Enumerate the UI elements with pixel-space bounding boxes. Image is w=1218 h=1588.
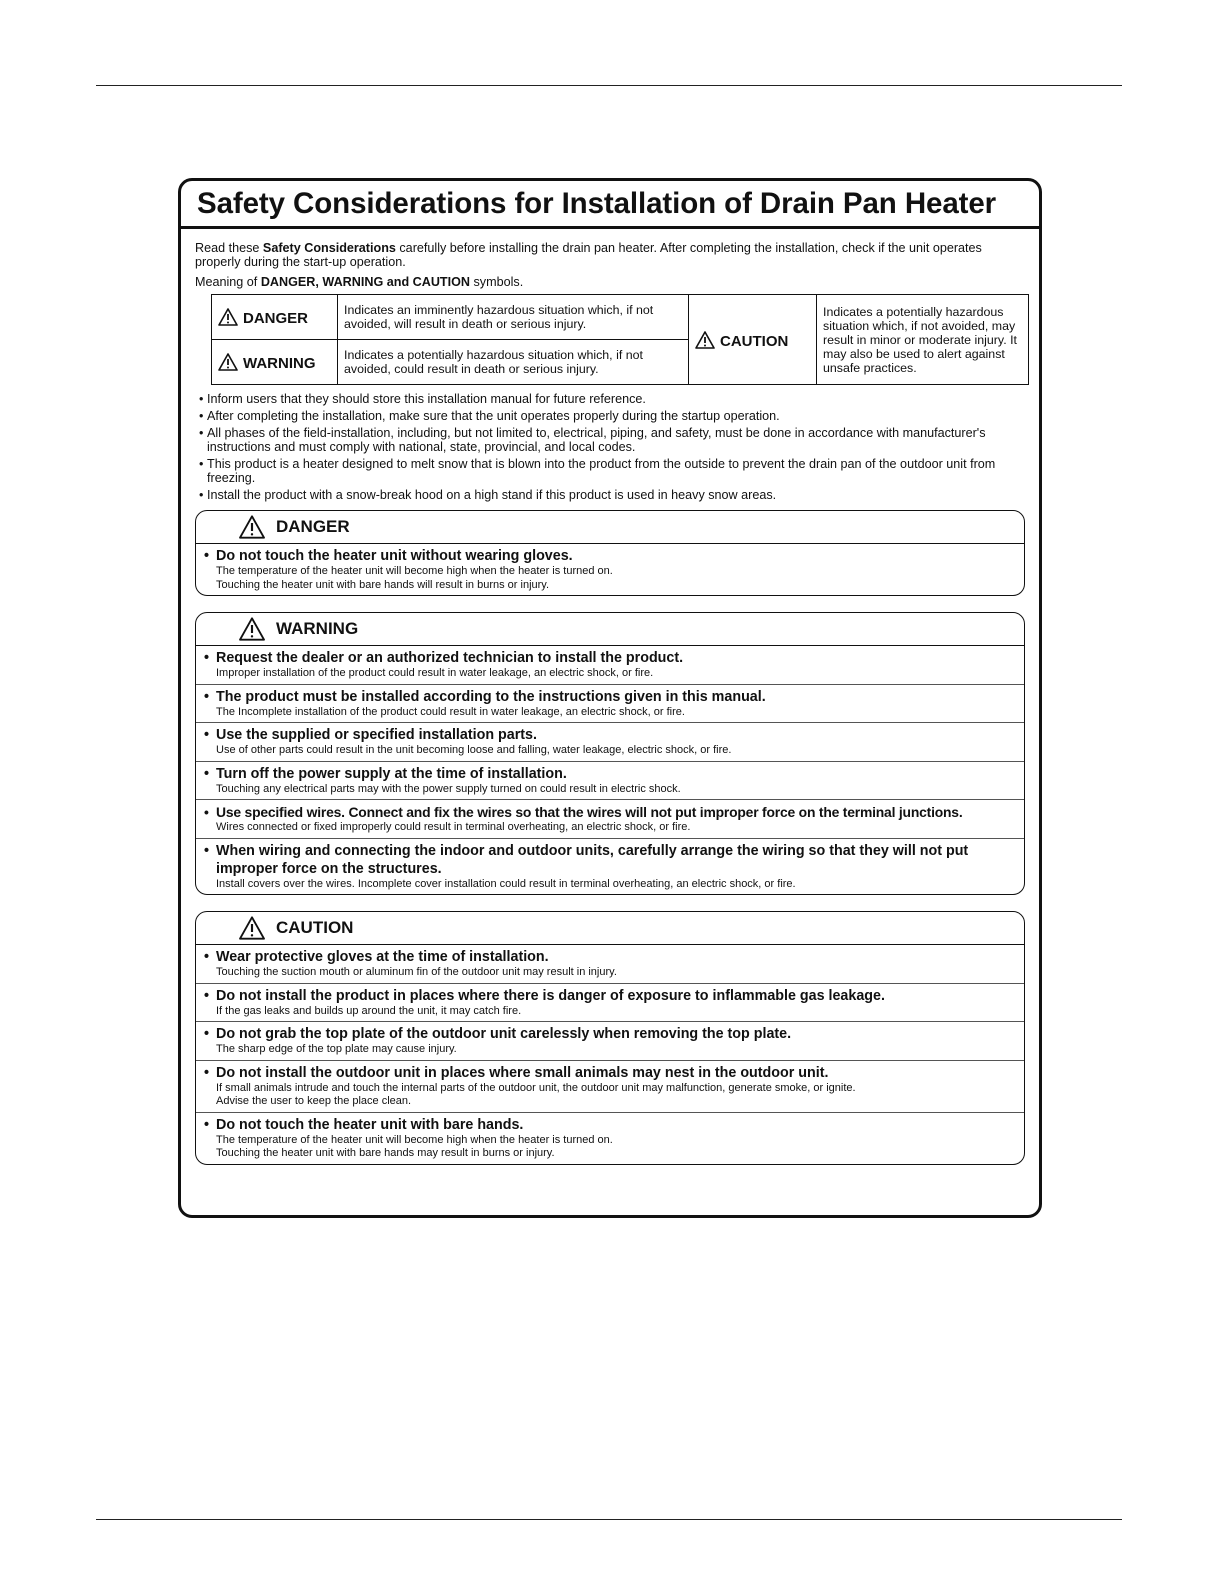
item-desc: Touching any electrical parts may with the power supply turned on could result in electric shock. [216, 782, 681, 795]
caution-item [196, 1022, 1024, 1061]
item-title: • Do not install the product in places where there is danger of exposure to inflammable gas leakage. [204, 987, 1018, 1005]
caution-item [196, 945, 1024, 984]
warning-box [195, 612, 1025, 895]
caution-symbol-label: CAUTION [720, 332, 789, 350]
item-title: • Do not touch the heater unit without wearing gloves. [204, 547, 1018, 565]
warning-item [196, 839, 1024, 895]
caution-box-heading: CAUTION [276, 918, 354, 937]
warning-item [196, 762, 1024, 801]
page-title: Safety Considerations for Installation of Drain Pan Heater [181, 181, 1039, 229]
item-desc: Touching the heater unit with bare hands may result in burns or injury. [216, 1147, 555, 1159]
intro-bold: Safety Considerations [262, 241, 396, 255]
item-title: • The product must be installed according to the instructions given in this manual. [204, 688, 1018, 706]
warning-triangle-icon [238, 515, 266, 539]
general-notes-list [195, 392, 1025, 502]
safety-panel [178, 178, 1042, 1218]
warning-item [196, 800, 1024, 839]
item-desc: Touching the suction mouth or aluminum fin of the outdoor unit may result in injury. [216, 966, 617, 978]
meaning-pre: Meaning of [195, 275, 261, 289]
warning-symbol-label: WARNING [243, 355, 316, 372]
item-desc: The Incomplete installation of the product could result in water leakage, an electric shock, or fire. [216, 705, 685, 718]
list-item: • Install the product with a snow-break hood on a high stand if this product is used in heavy snow areas. [195, 488, 1025, 502]
item-desc: If small animals intrude and touch the internal parts of the outdoor unit, the outdoor unit may malfunction, generate smoke, or ignite. [216, 1081, 856, 1094]
item-title: • Wear protective gloves at the time of installation. [204, 948, 1018, 966]
item-title: • Do not touch the heater unit with bare hands. [204, 1116, 1018, 1134]
warning-box-heading: WARNING [276, 619, 359, 638]
item-title: • Do not grab the top plate of the outdoor unit carelessly when removing the top plate. [204, 1025, 1018, 1043]
meaning-bold: DANGER, WARNING and CAUTION [260, 275, 471, 289]
caution-item [196, 1061, 1024, 1113]
caution-item [196, 1113, 1024, 1164]
bottom-rule [96, 1519, 1122, 1520]
warning-item [196, 685, 1024, 724]
item-title: • Request the dealer or an authorized technician to install the product. [204, 649, 1018, 667]
warning-triangle-icon [218, 308, 238, 326]
caution-item [196, 984, 1024, 1023]
list-item: • All phases of the field-installation, including, but not limited to, electrical, piping, and safety, must be done in accordance with manufacturer's instructions and must comply with national, state, provincial, and local codes. [195, 426, 1025, 454]
danger-symbol-desc: Indicates an imminently hazardous situation which, if not avoided, will result in death or serious injury. [338, 295, 689, 340]
item-desc: Use of other parts could result in the unit becoming loose and falling, water leakage, electric shock, or fire. [216, 744, 732, 756]
item-desc: Improper installation of the product could result in water leakage, an electric shock, or fire. [216, 667, 654, 679]
top-rule [96, 85, 1122, 86]
intro-pre: Read these [195, 241, 263, 255]
meaning-text [195, 275, 1025, 289]
intro-post: carefully before installing the drain pan heater. After completing the installation, check if the unit operates properly during the start-up operation. [195, 241, 982, 269]
warning-triangle-icon [238, 916, 266, 940]
caution-symbol-desc: Indicates a potentially hazardous situation which, if not avoided, may result in minor or moderate injury. It may also be used to alert against unsafe practices. [817, 295, 1029, 385]
caution-box [195, 911, 1025, 1165]
warning-item [196, 646, 1024, 685]
item-title: • Use specified wires. Connect and fix the wires so that the wires will not put improper force on the terminal junctions. [204, 803, 1018, 821]
item-desc: The temperature of the heater unit will become high when the heater is turned on. [216, 1133, 613, 1146]
warning-triangle-icon [238, 617, 266, 641]
item-desc: Install covers over the wires. Incomplete cover installation could result in terminal overheating, an electric shock, or fire. [216, 877, 796, 890]
warning-symbol-cell [212, 340, 338, 385]
warning-triangle-icon [695, 331, 715, 349]
list-item: • This product is a heater designed to melt snow that is blown into the product from the outside to prevent the drain pan of the outdoor unit from freezing. [195, 457, 1025, 485]
meaning-post: symbols. [470, 275, 524, 289]
danger-item [196, 544, 1024, 595]
danger-box-header [196, 511, 1024, 544]
item-title: • Use the supplied or specified installation parts. [204, 726, 1018, 744]
warning-symbol-desc: Indicates a potentially hazardous situation which, if not avoided, could result in death or serious injury. [338, 340, 689, 385]
item-title: • Turn off the power supply at the time of installation. [204, 765, 1018, 783]
panel-content [181, 229, 1039, 1165]
caution-box-header [196, 912, 1024, 945]
item-desc: The sharp edge of the top plate may cause injury. [216, 1043, 457, 1055]
danger-symbol-cell [212, 295, 338, 340]
item-desc: If the gas leaks and builds up around the unit, it may catch fire. [216, 1004, 522, 1017]
symbol-legend-table [211, 294, 1029, 385]
list-item: • After completing the installation, make sure that the unit operates properly during the startup operation. [195, 409, 1025, 423]
danger-box-heading: DANGER [276, 517, 350, 536]
item-title: • When wiring and connecting the indoor and outdoor units, carefully arrange the wiring so that they will not put improper force on the structures. [204, 842, 1018, 878]
intro-text [195, 241, 1025, 269]
item-desc: Advise the user to keep the place clean. [216, 1095, 412, 1107]
item-desc: Wires connected or fixed improperly could result in terminal overheating, an electric shock, or fire. [216, 821, 691, 833]
list-item: • Inform users that they should store this installation manual for future reference. [195, 392, 1025, 406]
item-desc: Touching the heater unit with bare hands will result in burns or injury. [216, 578, 550, 591]
danger-symbol-label: DANGER [243, 310, 309, 327]
warning-item [196, 723, 1024, 762]
item-desc: The temperature of the heater unit will become high when the heater is turned on. [216, 565, 613, 577]
item-title: • Do not install the outdoor unit in places where small animals may nest in the outdoor unit. [204, 1064, 1018, 1082]
caution-symbol-cell [689, 295, 817, 385]
warning-box-header [196, 613, 1024, 646]
danger-box [195, 510, 1025, 596]
warning-triangle-icon [218, 353, 238, 371]
